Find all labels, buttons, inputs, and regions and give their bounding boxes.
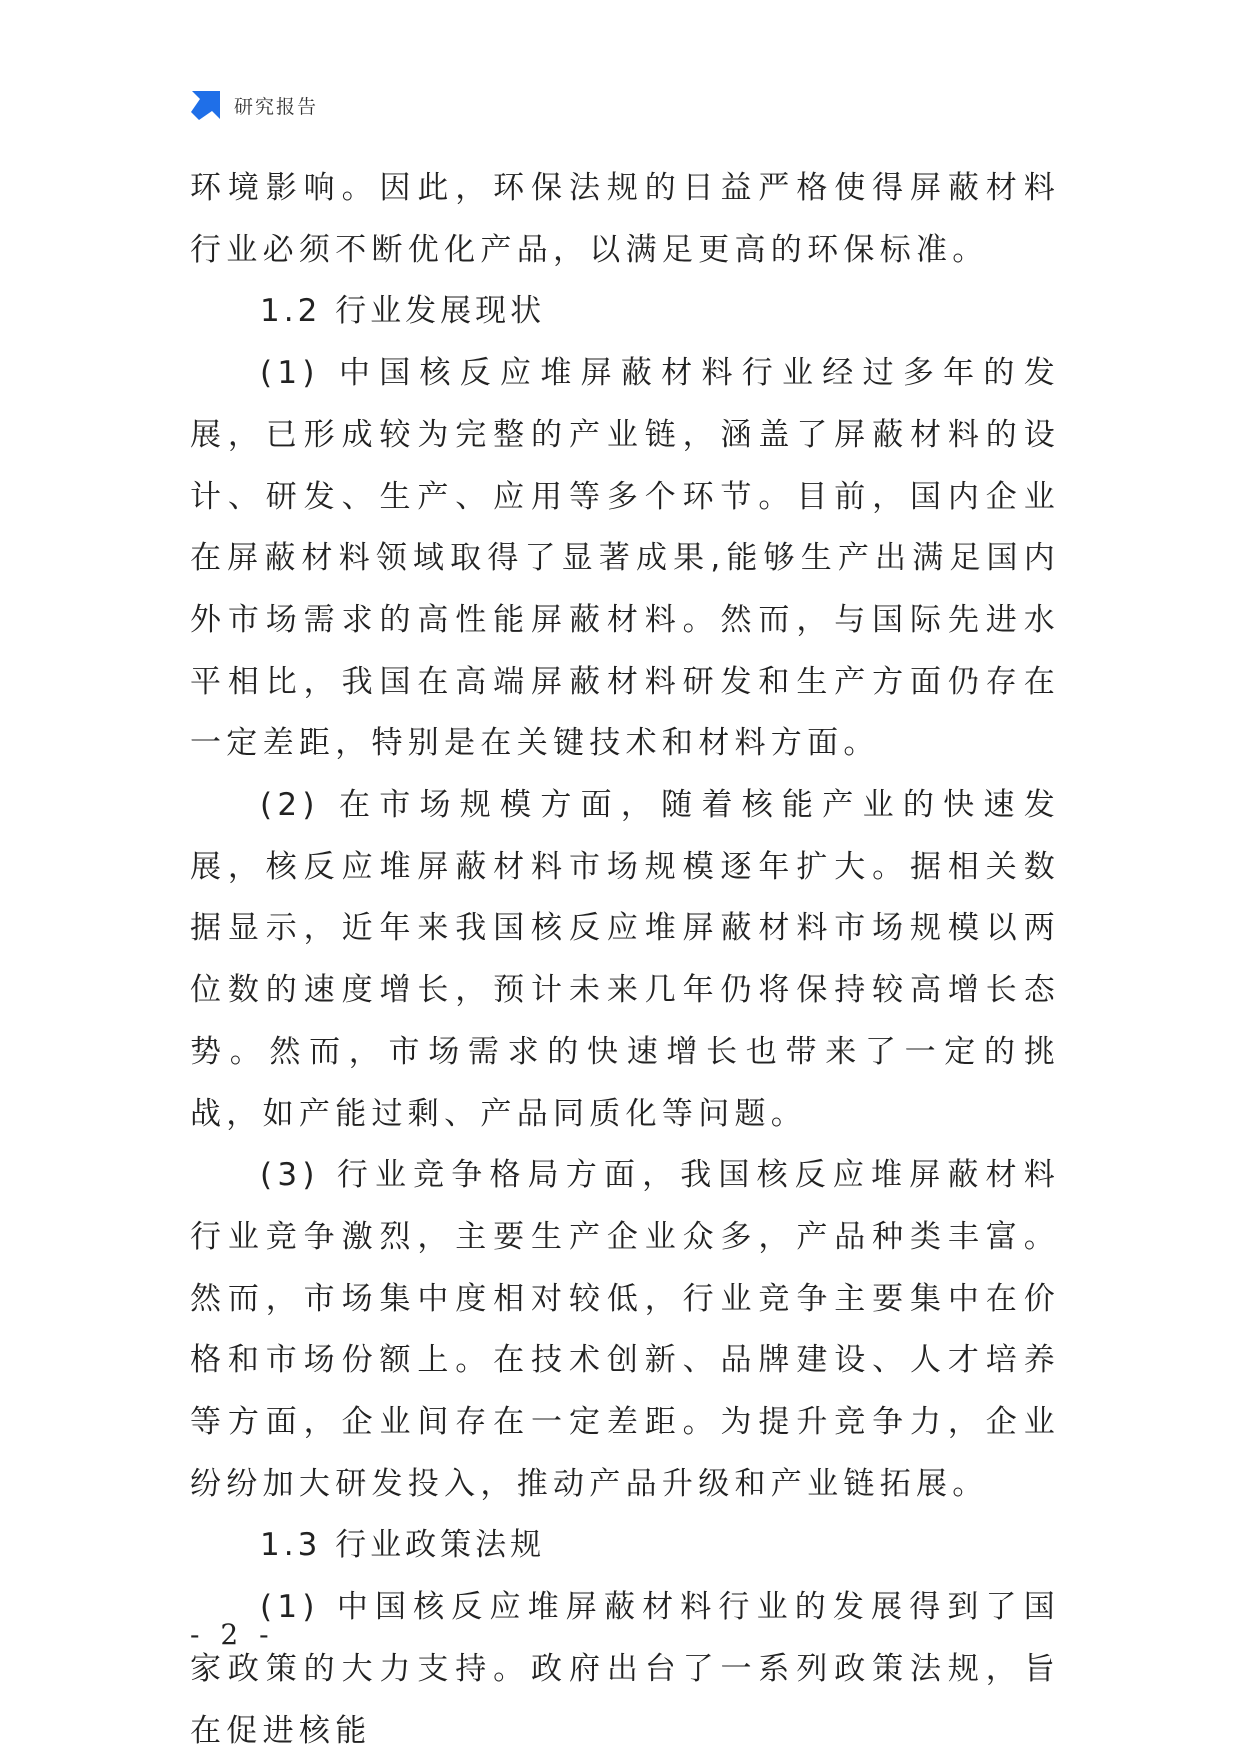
paragraph-1: (1) 中国核反应堆屏蔽材料行业经过多年的发展，已形成较为完整的产业链，涵盖了屏蔽材料的设计、研发、生产、应用等多个环节。目前，国内企业在屏蔽材料领域取得了显著成果,能够生产出满足国内外市场需求的高性能屏蔽材料。然而，与国际先进水平相比，我国在高端屏蔽材料研发和生产方面仍存在一定差距，特别是在关键技术和材料方面。 xyxy=(190,355,1060,762)
paragraph-2: (2) 在市场规模方面，随着核能产业的快速发展，核反应堆屏蔽材料市场规模逐年扩大。据相关数据显示，近年来我国核反应堆屏蔽材料市场规模以两位数的速度增长，预计未来几年仍将保持较高增长态势。然而，市场需求的快速增长也带来了一定的挑战，如产能过剩、产品同质化等问题。 xyxy=(190,787,1060,1132)
arrow-up-right-icon xyxy=(190,89,222,121)
paragraph-3: (3) 行业竞争格局方面，我国核反应堆屏蔽材料行业竞争激烈，主要生产企业众多，产品种类丰富。然而，市场集中度相对较低，行业竞争主要集中在价格和市场份额上。在技术创新、品牌建设、人才培养等方面，企业间存在一定差距。为提升竞争力，企业纷纷加大研发投入，推动产品升级和产业链拓展。 xyxy=(190,1157,1060,1502)
section-heading-1-3: 1.3 行业政策法规 xyxy=(260,1527,546,1564)
section-heading-1-2: 1.2 行业发展现状 xyxy=(260,293,546,330)
page-number: - 2 - xyxy=(190,1618,275,1651)
header-title: 研究报告 xyxy=(234,95,319,118)
paragraph-4: (1) 中国核反应堆屏蔽材料行业的发展得到了国家政策的大力支持。政府出台了一系列政策法规，旨在促进核能 xyxy=(190,1589,1060,1749)
page-header xyxy=(190,88,318,122)
paragraph-continued: 环境影响。因此，环保法规的日益严格使得屏蔽材料行业必须不断优化产品，以满足更高的环保标准。 xyxy=(190,170,1060,268)
document-body xyxy=(190,158,1060,1762)
